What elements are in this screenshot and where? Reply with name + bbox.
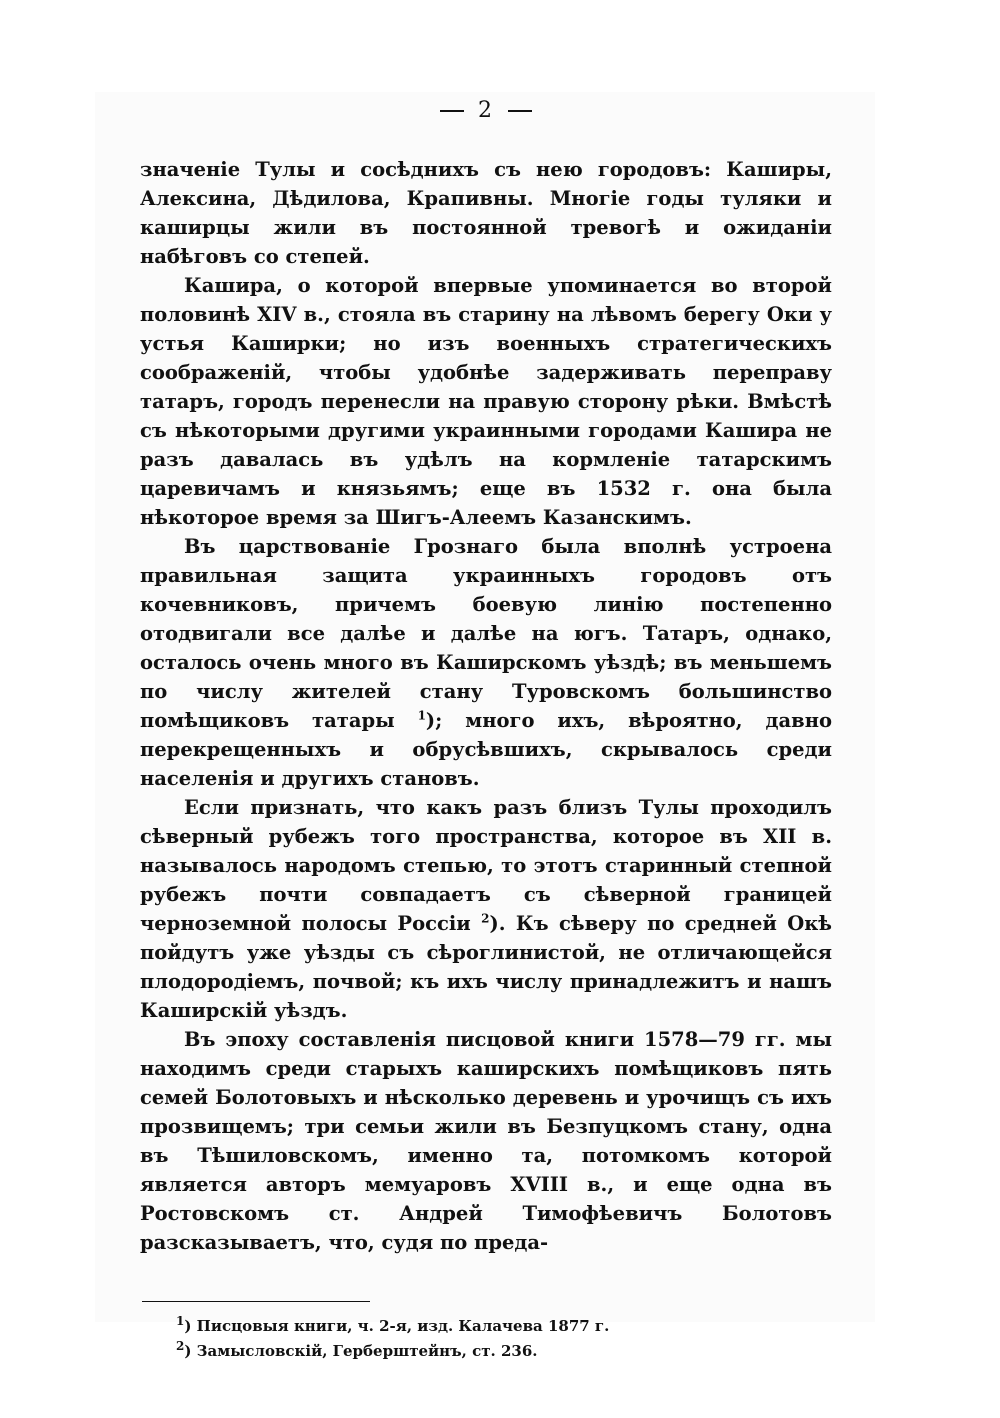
- paragraph-4-part-a: Если признать, что какъ разъ близъ Тулы проходилъ сѣверный рубежъ того пространства, которое въ XII в. называлось народомъ степью, то этотъ старинный степной рубежъ почти совпадаетъ съ сѣверной границей черноземной полосы Россіи: [140, 796, 832, 935]
- footnote-1-text: ) Писцовыя книги, ч. 2-я, изд. Калачева 1877 г.: [184, 1317, 610, 1335]
- page-number-value: 2: [478, 98, 494, 123]
- page-number-dash-right: [508, 110, 532, 112]
- page-number: [140, 98, 832, 123]
- paragraph-3: [140, 532, 832, 793]
- paragraph-3-part-a: Въ царствованіе Грознаго была вполнѣ устроена правильная защита украинныхъ городовъ отъ кочевниковъ, причемъ боевую линію постепенно отодвигали все далѣе и далѣе на югъ. Татаръ, однако, осталось очень много въ Каширскомъ уѣздѣ; въ меньшемъ по числу жителей стану Туровскомъ большинство помѣщиковъ татары: [140, 535, 832, 732]
- paragraph-4: [140, 793, 832, 1025]
- footnote-ref-2: 2: [481, 911, 490, 926]
- footnote-2: [140, 1339, 832, 1364]
- paragraph-3-part-b: ); много ихъ, вѣроятно, давно перекрещенныхъ и обрусѣвшихъ, скрывалось среди населенія и другихъ становъ.: [140, 709, 832, 790]
- footnote-2-text: ) Замысловскій, Герберштейнъ, ст. 236.: [184, 1342, 538, 1360]
- footnote-1-mark: 1: [176, 1314, 185, 1328]
- paragraph-4-part-b: ). Къ сѣверу по средней Окѣ пойдутъ уже уѣзды съ сѣроглинистой, не отличающейся плодородіемъ, почвой; къ ихъ числу принадлежитъ и нашъ Каширскій уѣздъ.: [140, 912, 832, 1022]
- paragraph-1: значеніе Тулы и сосѣднихъ съ нею городовъ: Каширы, Алексина, Дѣдилова, Крапивны. Многіе годы туляки и каширцы жили въ постоянной тревогѣ и ожиданіи набѣговъ со степей.: [140, 158, 832, 268]
- paragraph-2: Кашира, о которой впервые упоминается во второй половинѣ XIV в., стояла въ старину на лѣвомъ берегу Оки у устья Каширки; но изъ военныхъ стратегическихъ соображеній, чтобы удобнѣе задерживать переправу татаръ, городъ перенесли на правую сторону рѣки. Вмѣстѣ съ нѣкоторыми другими украинными городами Кашира не разъ давалась въ удѣлъ на кормленіе татарскимъ царевичамъ и князьямъ; еще въ 1532 г. она была нѣкоторое время за Шигъ-Алеемъ Казанскимъ.: [140, 274, 832, 529]
- body-text: [140, 155, 832, 1257]
- page-number-dash-left: [440, 110, 464, 112]
- footnotes: [140, 1314, 832, 1364]
- book-page: [140, 98, 832, 1364]
- footnote-ref-1: 1: [417, 708, 426, 723]
- footnote-1: [140, 1314, 832, 1339]
- footnote-2-mark: 2: [176, 1339, 185, 1353]
- paragraph-5: Въ эпоху составленія писцовой книги 1578—79 гг. мы находимъ среди старыхъ каширскихъ помѣщиковъ пять семей Болотовыхъ и нѣсколько деревень и урочищъ съ ихъ прозвищемъ; три семьи жили въ Безпуцкомъ стану, одна въ Тѣшиловскомъ, именно та, потомкомъ которой является авторъ мемуаровъ XVIII в., и еще одна въ Ростовскомъ ст. Андрей Тимофѣевичъ Болотовъ разсказываетъ, что, судя по преда-: [140, 1028, 832, 1254]
- footnote-divider: [142, 1301, 370, 1302]
